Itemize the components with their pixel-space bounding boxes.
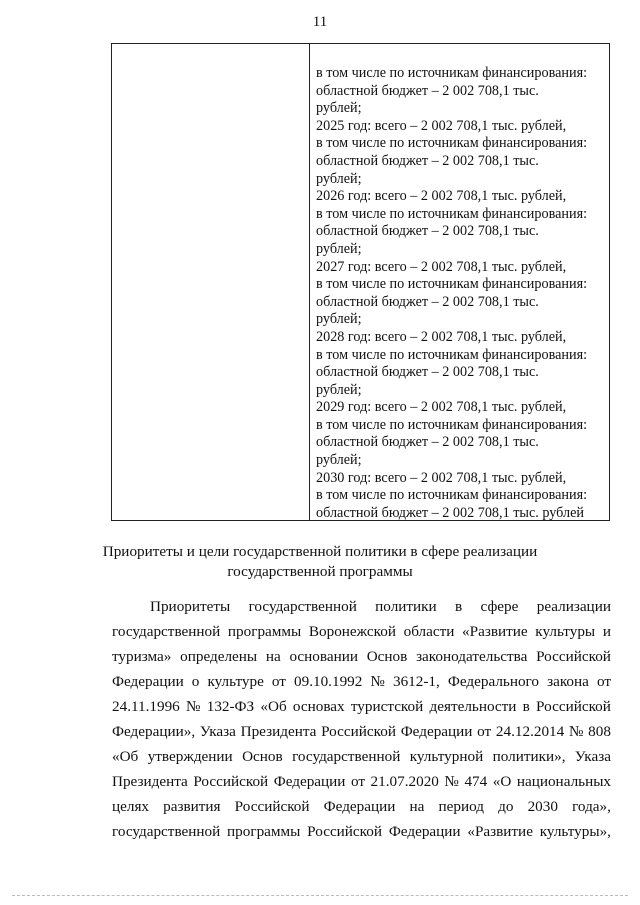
table-cell-line: областной бюджет – 2 002 708,1 тыс. рублей (316, 504, 584, 521)
body-word: области (403, 623, 455, 640)
body-word: «О (492, 773, 512, 790)
body-word: Президента (112, 773, 188, 790)
body-paragraph (112, 594, 611, 844)
body-word: Президента (240, 723, 317, 740)
body-word: 474 (464, 773, 488, 790)
body-word: программы (227, 823, 301, 840)
body-word: Федерации (388, 823, 461, 840)
body-line (112, 744, 611, 769)
body-word: Федерации (273, 773, 346, 790)
page-number: 11 (312, 14, 328, 30)
body-word: Федерации», (112, 723, 196, 740)
body-word: от (271, 673, 286, 690)
body-word: 132-ФЗ (206, 698, 255, 715)
body-word: культуре (207, 673, 264, 690)
body-word: Федерации (323, 798, 396, 815)
body-word: Федерации (112, 673, 184, 690)
table-cell-line: рублей; (316, 452, 362, 469)
body-word: 808 (588, 723, 611, 740)
table-cell-line: в том числе по источникам финансирования: (316, 276, 588, 293)
body-word: туристской (350, 698, 424, 715)
table-cell-line: 2030 год: всего – 2 002 708,1 тыс. рублей, (316, 469, 567, 486)
body-word: «Развитие (467, 823, 533, 840)
body-word: от (350, 773, 365, 790)
body-word: о (191, 673, 200, 690)
table-cell-line: областной бюджет – 2 002 708,1 тыс. (316, 152, 539, 169)
body-word: «Об (112, 748, 139, 765)
body-word: целях (112, 798, 150, 815)
body-word: Российской (536, 698, 611, 715)
table-cell-line: 2028 год: всего – 2 002 708,1 тыс. рублей, (316, 328, 567, 345)
body-word: политики», (492, 748, 566, 765)
body-word: государственной (292, 748, 401, 765)
body-word: культуры», (539, 823, 611, 840)
body-word: «Развитие (462, 623, 528, 640)
body-word: основах (292, 698, 345, 715)
body-word: № (186, 698, 201, 715)
table-right-cell (316, 65, 608, 522)
body-word: на (409, 798, 425, 815)
body-word: определены (180, 648, 258, 665)
body-word: деятельности (429, 698, 517, 715)
body-word: Российской (193, 773, 269, 790)
body-word: закона (547, 673, 589, 690)
funding-table (111, 43, 610, 521)
body-word: государственной (112, 623, 221, 640)
body-word: развития (163, 798, 221, 815)
body-word: Российской (536, 648, 611, 665)
body-line (112, 694, 611, 719)
body-word: Указа (199, 723, 236, 740)
body-word: законодательства (416, 648, 528, 665)
footer-rule (0, 891, 640, 905)
body-word: основании (289, 648, 358, 665)
body-word: реализации (536, 598, 611, 615)
body-word: 21.07.2020 (370, 773, 439, 790)
body-line (112, 719, 611, 744)
table-cell-line: в том числе по источникам финансирования: (316, 135, 588, 152)
table-cell-line: рублей; (316, 311, 362, 328)
section-heading-line: Приоритеты и цели государственной политики в сфере реализации (102, 543, 538, 560)
body-word: «Об (260, 698, 287, 715)
table-cell-line: рублей; (316, 240, 362, 257)
table-left-cell (112, 44, 310, 520)
table-cell-line: областной бюджет – 2 002 708,1 тыс. (316, 293, 539, 310)
table-cell-line: 2027 год: всего – 2 002 708,1 тыс. рублей, (316, 258, 567, 275)
body-line (112, 619, 611, 644)
body-word: № (444, 773, 459, 790)
body-word: государственной (112, 823, 221, 840)
divider (12, 895, 628, 896)
table-cell-line: рублей; (316, 381, 362, 398)
table-cell-line: 2026 год: всего – 2 002 708,1 тыс. рублей, (316, 188, 567, 205)
table-cell-line: 2029 год: всего – 2 002 708,1 тыс. рублей, (316, 399, 567, 416)
table-cell-line: в том числе по источникам финансирования: (316, 346, 588, 363)
table-cell-line: областной бюджет – 2 002 708,1 тыс. (316, 82, 539, 99)
body-word: 09.10.1992 (294, 673, 363, 690)
body-line (112, 669, 611, 694)
table-cell-line: 2025 год: всего – 2 002 708,1 тыс. рублей, (316, 117, 567, 134)
body-line (112, 819, 611, 844)
body-word: 3612-1, (392, 673, 440, 690)
body-line (112, 594, 611, 619)
table-cell-line: областной бюджет – 2 002 708,1 тыс. (316, 364, 539, 381)
table-cell-line: областной бюджет – 2 002 708,1 тыс. (316, 223, 539, 240)
body-word: в (455, 598, 463, 615)
table-cell-line: областной бюджет – 2 002 708,1 тыс. (316, 434, 539, 451)
body-word: 24.12.2014 (495, 723, 565, 740)
body-line (112, 644, 611, 669)
section-heading (40, 542, 600, 582)
table-cell-line: в том числе по источникам финансирования: (316, 416, 588, 433)
body-word: туризма» (112, 648, 172, 665)
body-word: до (498, 798, 514, 815)
body-word: и (602, 623, 611, 640)
table-cell-line: в том числе по источникам финансирования: (316, 487, 588, 504)
body-word: Федерации (400, 723, 473, 740)
body-word: период (438, 798, 484, 815)
table-cell-line: рублей; (316, 100, 362, 117)
body-word: Российской (234, 798, 310, 815)
body-word: на (265, 648, 281, 665)
body-word: 2030 (527, 798, 558, 815)
body-word: от (477, 723, 492, 740)
body-word: года», (572, 798, 611, 815)
body-line (112, 794, 611, 819)
body-word: Основ (366, 648, 408, 665)
body-word: Российской (321, 723, 396, 740)
body-word: Федерального (447, 673, 540, 690)
table-cell-line: в том числе по источникам финансирования: (316, 65, 588, 81)
body-word: утверждении (147, 748, 233, 765)
body-word: от (596, 673, 611, 690)
table-cell-line: рублей; (316, 170, 362, 187)
body-word: Российской (307, 823, 383, 840)
table-cell-line: в том числе по источникам финансирования: (316, 205, 588, 222)
body-word: государственной (248, 598, 357, 615)
body-word: в (522, 698, 530, 715)
body-word: политики (375, 598, 437, 615)
body-word: Приоритеты (150, 598, 231, 615)
body-word: № (370, 673, 385, 690)
body-line (112, 769, 611, 794)
body-word: сфере (480, 598, 519, 615)
body-word: национальных (516, 773, 611, 790)
body-word: культуры (535, 623, 596, 640)
body-word: культурной (409, 748, 484, 765)
body-word: № (568, 723, 584, 740)
body-word: Воронежской (308, 623, 396, 640)
body-word: Указа (574, 748, 611, 765)
body-word: 24.11.1996 (112, 698, 180, 715)
body-word: Основ (242, 748, 283, 765)
body-word: программы (227, 623, 302, 640)
section-heading-line: государственной программы (227, 563, 413, 580)
